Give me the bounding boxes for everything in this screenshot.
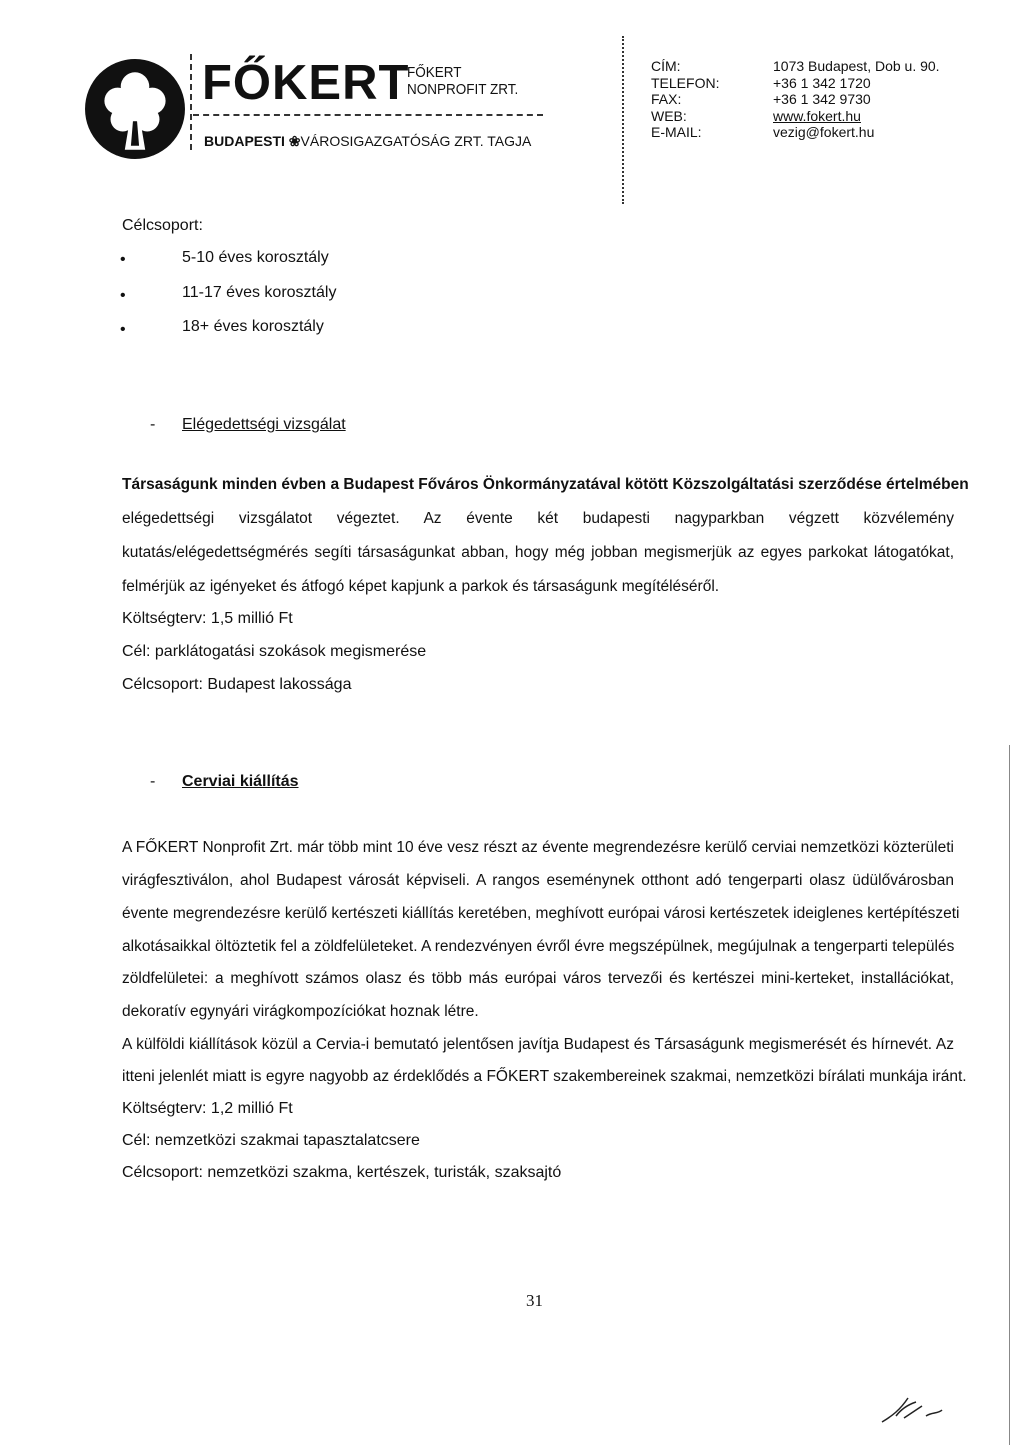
contact-label-address: CÍM: xyxy=(651,58,681,74)
paragraph-line: felmérjük az igényeket és átfogó képet kapjunk a parkok és társaságunk megítéléséről. xyxy=(122,578,720,595)
paragraph-line: évente megrendezésre kerülő kertészeti kiállítás keretében, meghívott európai városi kertészetek ideiglenes kertépítészeti xyxy=(122,905,960,922)
page-number: 31 xyxy=(526,1291,543,1310)
header-divider-vertical xyxy=(190,54,192,150)
paragraph-line: alkotásaikkal öltöztetik fel a zöldfelületeket. A rendezvényen évről évre megszépülnek, megújulnak a tengerparti település xyxy=(122,938,955,955)
signature-initials xyxy=(876,1386,956,1426)
paragraph-line: zöldfelületei: a meghívott számos olasz és több más európai város tervezői és kertészei mini-kerteket, installációkat, xyxy=(122,970,954,987)
bullet-icon: • xyxy=(120,251,126,268)
contact-divider xyxy=(622,36,624,204)
audience-line: Célcsoport: nemzetközi szakma, kertészek, turisták, szaksajtó xyxy=(122,1164,562,1181)
header-divider-horizontal xyxy=(193,114,543,116)
budget-line: Költségterv: 1,2 millió Ft xyxy=(122,1100,293,1117)
contact-labels xyxy=(651,58,719,141)
budget-line: Költségterv: 1,5 millió Ft xyxy=(122,610,293,627)
brand-subtitle xyxy=(407,64,518,98)
contact-label-web: WEB: xyxy=(651,107,687,124)
brand-name: FŐKERT xyxy=(202,56,410,110)
bullet-icon: • xyxy=(120,321,126,338)
membership-prefix: BUDAPESTI xyxy=(204,133,285,149)
contact-label-email: E-MAIL: xyxy=(651,124,702,140)
group-mark-icon: ❀ xyxy=(288,133,301,149)
paragraph-line: virágfesztiválon, ahol Budapest városát képviseli. A rangos eseménynek otthont adó tengerparti olasz üdülővárosban xyxy=(122,872,954,889)
section-heading-cervia: Cerviai kiállítás xyxy=(182,773,299,790)
section-heading-satisfaction: Elégedettségi vizsgálat xyxy=(182,416,346,433)
paragraph-line: elégedettségi vizsgálatot végeztet. Az évente két budapesti nagyparkban végzett közvélemény xyxy=(122,510,954,527)
audience-line: Célcsoport: Budapest lakossága xyxy=(122,676,352,693)
fokert-tree-logo xyxy=(84,58,186,160)
contact-values xyxy=(773,58,940,141)
paragraph-line: dekoratív egynyári virágkompozíciókat hoznak létre. xyxy=(122,1003,479,1020)
goal-line: Cél: nemzetközi szakmai tapasztalatcsere xyxy=(122,1132,420,1149)
contact-email[interactable]: vezig@fokert.hu xyxy=(773,124,875,140)
contact-label-fax: FAX: xyxy=(651,91,682,107)
bullet-icon: • xyxy=(120,287,126,304)
goal-line: Cél: parklátogatási szokások megismerése xyxy=(122,643,427,660)
paragraph-line: A külföldi kiállítások közül a Cervia-i bemutató jelentősen javítja Budapest és Társaságunk megismerését és hírnevét. Az xyxy=(122,1036,954,1053)
paragraph-line xyxy=(122,475,969,495)
paragraph-line: A FŐKERT Nonprofit Zrt. már több mint 10 éve vesz részt az évente megrendezésre kerülő cerviai nemzetközi közterületi xyxy=(122,839,954,856)
target-group-item: 11-17 éves korosztály xyxy=(182,284,337,301)
brand-subtitle-line2: NONPROFIT ZRT. xyxy=(407,81,519,98)
contact-label-phone: TELEFON: xyxy=(651,74,720,91)
membership-rest: VÁROSIGAZGATÓSÁG ZRT. TAGJA xyxy=(300,133,532,149)
paragraph-line: itteni jelenlét miatt is egyre nagyobb az érdeklődés a FŐKERT szakembereinek szakmai, nemzetközi bírálati munkája iránt. xyxy=(122,1068,967,1085)
brand-subtitle-line1: FŐKERT xyxy=(407,64,462,81)
paragraph-line: kutatás/elégedettségmérés segíti társaságunkat abban, hogy még jobban megismerjük az egyes parkokat látogatókat, xyxy=(122,544,954,561)
contact-address: 1073 Budapest, Dob u. 90. xyxy=(773,58,940,74)
target-group-item: 5-10 éves korosztály xyxy=(182,249,329,266)
section-dash: - xyxy=(150,416,156,433)
target-group-label: Célcsoport: xyxy=(122,217,203,234)
membership-line xyxy=(204,133,531,150)
contact-fax: +36 1 342 9730 xyxy=(773,91,871,107)
target-group-item: 18+ éves korosztály xyxy=(182,318,324,335)
contact-phone: +36 1 342 1720 xyxy=(773,74,871,91)
contact-web-link[interactable]: www.fokert.hu xyxy=(773,107,861,124)
paragraph-line-text: Társaságunk minden évben a Budapest Főváros Önkormányzatával kötött Közszolgáltatási szerződése értelmében xyxy=(122,476,969,493)
scan-edge-line xyxy=(1009,745,1010,1445)
section-dash: - xyxy=(150,773,156,790)
